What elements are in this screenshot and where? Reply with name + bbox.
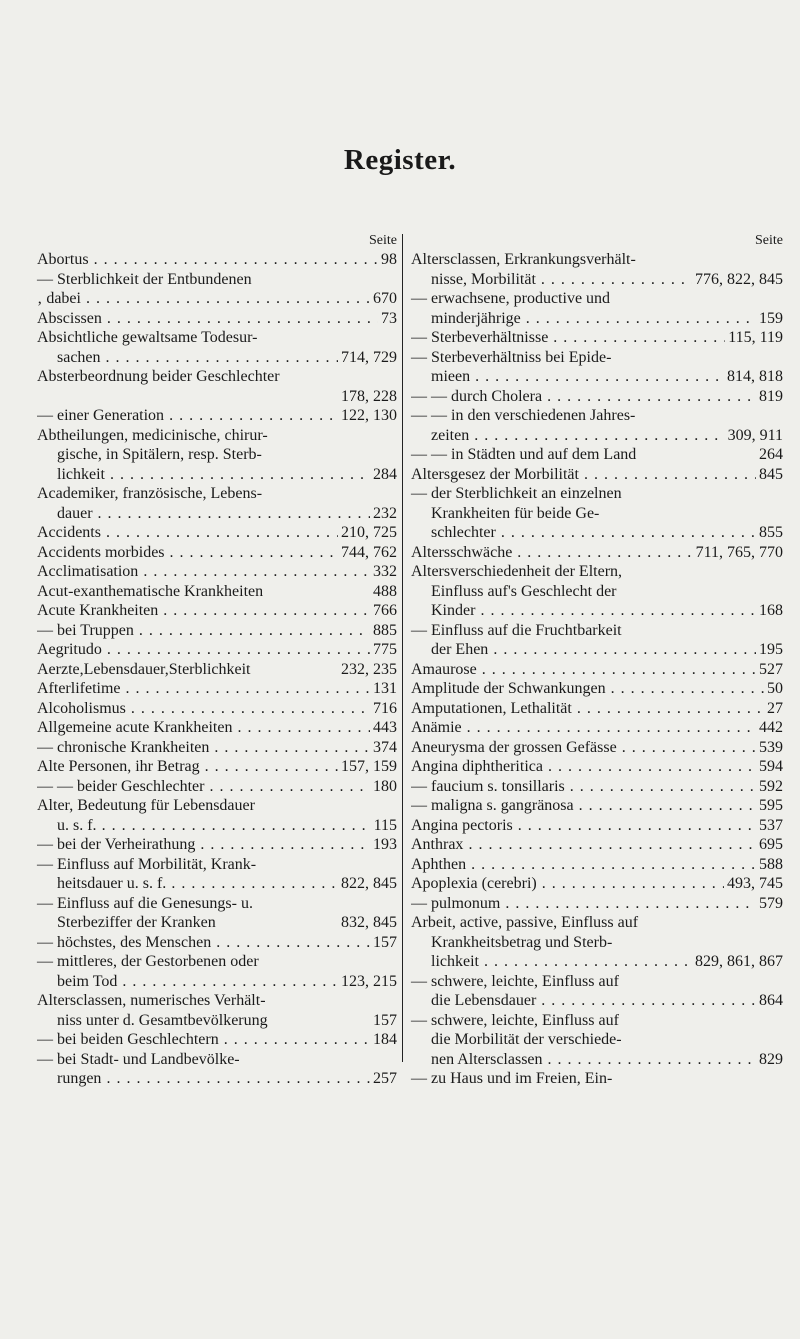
entry-term: — maligna s. gangränosa . . . — [411, 796, 756, 816]
entry-page-number: 493, 745 — [727, 875, 783, 892]
entry-term: die Morbilität der verschiede- — [431, 1031, 622, 1048]
entry-term: Amplitude der Schwankungen . . . — [411, 679, 764, 699]
index-entry — [37, 913, 397, 933]
index-entry — [37, 874, 397, 894]
index-entry — [37, 933, 397, 953]
entry-page-number: 588 — [759, 855, 783, 873]
entry-page-number: 309, 911 — [727, 426, 783, 444]
index-entry — [37, 660, 397, 680]
index-entry — [37, 582, 397, 602]
entry-page-number: 180 — [373, 777, 397, 795]
index-entry — [411, 777, 783, 797]
entry-page-number: 537 — [759, 816, 783, 834]
entry-term: Academiker, französische, Lebens- — [37, 485, 263, 502]
entry-page-number: 122, 130 — [341, 407, 397, 424]
index-entry — [37, 621, 397, 641]
entry-term: nen Altersclassen . . . — [431, 1050, 756, 1070]
entry-page-number: 98 — [381, 251, 397, 268]
entry-term: Arbeit, active, passive, Einfluss auf — [411, 914, 639, 931]
index-entry — [37, 718, 397, 738]
index-entry — [37, 367, 397, 387]
entry-page-number: 157 — [373, 933, 397, 951]
index-entry — [37, 679, 397, 699]
index-entry — [37, 270, 397, 290]
index-entry — [411, 484, 783, 504]
entry-term: Sterbeziffer der Kranken — [57, 914, 216, 931]
entry-list — [37, 250, 397, 1089]
index-entry — [411, 387, 783, 407]
index-entry — [37, 309, 397, 329]
entry-page-number: 579 — [759, 894, 783, 912]
index-entry — [37, 1050, 397, 1070]
entry-page-number: 115 — [373, 816, 397, 834]
entry-term: — — in den verschiedenen Jahres- — [411, 407, 636, 424]
index-entry — [37, 1069, 397, 1089]
entry-term: — zu Haus und im Freien, Ein- — [411, 1070, 613, 1087]
entry-term: — pulmonum . . . — [411, 894, 756, 914]
entry-term: — chronische Krankheiten . . . — [37, 738, 370, 758]
index-entry — [37, 816, 397, 836]
index-entry — [37, 523, 397, 543]
index-entry — [37, 991, 397, 1011]
entry-term: — schwere, leichte, Einfluss auf — [411, 972, 619, 990]
entry-term: zeiten . . . — [431, 426, 725, 446]
entry-term: minderjährige . . . — [431, 309, 756, 329]
entry-term: — einer Generation . . . — [37, 406, 338, 426]
entry-page-number: 716 — [373, 699, 397, 717]
entry-term: dauer . . . — [57, 504, 370, 524]
index-entry — [37, 835, 397, 855]
index-entry — [411, 991, 783, 1011]
entry-page-number: 210, 725 — [341, 524, 397, 541]
index-entry — [37, 562, 397, 582]
index-entry — [37, 445, 397, 465]
index-entry — [37, 504, 397, 524]
entry-term: — höchstes, des Menschen . . . — [37, 933, 370, 953]
index-entry — [411, 640, 783, 660]
entry-term: — faucium s. tonsillaris . . . — [411, 777, 756, 797]
entry-page-number: 814, 818 — [727, 368, 783, 385]
entry-term: nisse, Morbilität . . . — [431, 270, 692, 290]
entry-page-number: 73 — [381, 309, 397, 327]
entry-term: Amaurose . . . — [411, 660, 756, 680]
entry-term: Aegritudo . . . — [37, 640, 370, 660]
entry-term: Apoplexia (cerebri) . . . — [411, 874, 724, 894]
index-entry — [411, 757, 783, 777]
index-entry — [411, 523, 783, 543]
entry-term: niss unter d. Gesamtbevölkerung — [57, 1011, 268, 1029]
entry-page-number: 822, 845 — [341, 875, 397, 892]
entry-page-number: 832, 845 — [341, 914, 397, 931]
entry-term: Alter, Bedeutung für Lebensdauer — [37, 797, 255, 814]
entry-page-number: 184 — [373, 1031, 397, 1048]
index-entry — [411, 874, 783, 894]
entry-page-number: 232, 235 — [341, 660, 397, 678]
entry-term: ‚ dabei . . . — [37, 289, 370, 309]
entry-page-number: 178, 228 — [341, 387, 397, 405]
entry-term: Anthrax . . . — [411, 835, 756, 855]
entry-page-number: 123, 215 — [341, 972, 397, 990]
index-entry — [411, 1069, 783, 1089]
index-entry — [411, 933, 783, 953]
entry-page-number: 374 — [373, 738, 397, 756]
entry-page-number: 819 — [759, 387, 783, 405]
index-entry — [37, 952, 397, 972]
entry-term: Afterlifetime . . . — [37, 679, 370, 699]
entry-page-number: 157, 159 — [341, 758, 397, 775]
page-title: Register. — [343, 144, 457, 176]
entry-page-number: 595 — [759, 797, 783, 814]
entry-term: — Einfluss auf die Fruchtbarkeit — [411, 621, 622, 639]
entry-term: Angina pectoris . . . — [411, 816, 756, 836]
entry-term: — — in Städten und auf dem Land — [411, 446, 637, 463]
index-entry — [411, 465, 783, 485]
entry-term: Absichtliche gewaltsame Todesur- — [37, 329, 258, 346]
entry-term: Krankheiten für beide Ge- — [431, 504, 600, 522]
entry-term: — Einfluss auf Morbilität, Krank- — [37, 855, 257, 873]
page-header-label: Seite — [755, 233, 783, 248]
entry-page-number: 488 — [373, 582, 397, 600]
entry-term: — erwachsene, productive und — [411, 290, 611, 307]
entry-term: Acute Krankheiten . . . — [37, 601, 370, 621]
entry-page-number: 766 — [373, 602, 397, 619]
entry-term: Allgemeine acute Krankheiten . . . — [37, 718, 370, 738]
entry-term: — Einfluss auf die Genesungs- u. — [37, 894, 253, 912]
entry-page-number: 232 — [373, 504, 397, 522]
index-entry — [411, 543, 783, 563]
index-entry — [37, 348, 397, 368]
index-entry — [411, 504, 783, 524]
entry-page-number: 594 — [759, 758, 783, 775]
page-header-label: Seite — [369, 233, 397, 248]
entry-page-number: 115, 119 — [728, 329, 783, 346]
entry-term: mieen . . . — [431, 367, 724, 387]
index-entry — [411, 328, 783, 348]
index-entry — [411, 1011, 783, 1031]
index-entry — [37, 328, 397, 348]
entry-page-number: 131 — [373, 680, 397, 697]
index-entry — [37, 289, 397, 309]
entry-term: Alte Personen, ihr Betrag . . . — [37, 757, 338, 777]
entry-page-number: 695 — [759, 836, 783, 853]
entry-page-number: 744, 762 — [341, 543, 397, 561]
index-entry — [411, 855, 783, 875]
index-entry — [411, 718, 783, 738]
index-entry — [411, 796, 783, 816]
index-entry — [37, 640, 397, 660]
index-entry — [37, 484, 397, 504]
entry-term: Acclimatisation . . . — [37, 562, 370, 582]
index-entry — [37, 699, 397, 719]
index-entry — [411, 270, 783, 290]
index-entry — [37, 738, 397, 758]
entry-page-number: 592 — [759, 777, 783, 795]
entry-term: — Sterbeverhältnisse . . . — [411, 328, 725, 348]
entry-term: Altersgesez der Morbilität . . . — [411, 465, 756, 485]
entry-page-number: 264 — [759, 446, 783, 463]
entry-term: Accidents . . . — [37, 523, 338, 543]
entry-term: sachen . . . — [57, 348, 338, 368]
index-entry — [37, 387, 397, 407]
column-divider — [402, 234, 403, 1062]
entry-term: — bei der Verheirathung . . . — [37, 835, 370, 855]
index-entry — [411, 601, 783, 621]
index-entry — [37, 543, 397, 563]
index-entry — [37, 855, 397, 875]
index-entry — [411, 426, 783, 446]
entry-term: Aphthen . . . — [411, 855, 756, 875]
entry-term: Aneurysma der grossen Gefässe . . . — [411, 738, 756, 758]
entry-term: Acut-exanthematische Krankheiten — [37, 582, 264, 600]
entry-term: — bei beiden Geschlechtern . . . — [37, 1030, 370, 1050]
entry-term: u. s. f. . . . — [57, 816, 371, 836]
index-entry — [37, 796, 397, 816]
entry-term: Angina diphtheritica . . . — [411, 757, 756, 777]
entry-list — [411, 250, 783, 1089]
index-entry — [411, 348, 783, 368]
index-entry — [411, 660, 783, 680]
index-entry — [411, 972, 783, 992]
index-entry — [411, 679, 783, 699]
index-entry — [411, 835, 783, 855]
entry-term: rungen . . . — [57, 1069, 370, 1089]
index-column-right — [411, 234, 783, 1089]
entry-page-number: 714, 729 — [341, 348, 397, 366]
entry-page-number: 284 — [373, 465, 397, 483]
entry-page-number: 776, 822, 845 — [695, 270, 783, 288]
index-entry — [411, 309, 783, 329]
entry-page-number: 27 — [767, 699, 783, 717]
entry-term: — — beider Geschlechter . . . — [37, 777, 370, 797]
entry-page-number: 332 — [373, 563, 397, 580]
entry-page-number: 443 — [373, 719, 397, 736]
index-entry — [411, 1030, 783, 1050]
entry-page-number: 864 — [759, 992, 783, 1009]
index-entry — [411, 738, 783, 758]
entry-page-number: 168 — [759, 602, 783, 619]
index-entry — [411, 289, 783, 309]
entry-page-number: 885 — [373, 621, 397, 639]
index-entry — [37, 894, 397, 914]
entry-page-number: 193 — [373, 836, 397, 853]
entry-term: Abortus . . . — [37, 250, 378, 270]
entry-term: Abscissen . . . — [37, 309, 378, 329]
entry-term: gische, in Spitälern, resp. Sterb- — [57, 446, 262, 463]
entry-term: — der Sterblichkeit an einzelnen — [411, 485, 622, 502]
entry-term: Kinder . . . — [431, 601, 756, 621]
entry-term: Altersclassen, numerisches Verhält- — [37, 992, 266, 1009]
entry-term: — — durch Cholera . . . — [411, 387, 756, 407]
entry-term: Krankheitsbetrag und Sterb- — [431, 933, 613, 951]
index-entry — [411, 445, 783, 465]
entry-term: Anämie . . . — [411, 718, 756, 738]
entry-term: der Ehen . . . — [431, 640, 756, 660]
entry-page-number: 195 — [759, 641, 783, 658]
index-entry — [37, 972, 397, 992]
entry-term: Altersverschiedenheit der Eltern, — [411, 563, 623, 580]
entry-page-number: 775 — [373, 641, 397, 658]
entry-term: — Sterblichkeit der Entbundenen — [37, 270, 252, 288]
index-entry — [411, 562, 783, 582]
entry-term: die Lebensdauer . . . — [431, 991, 756, 1011]
entry-term: Aerzte,Lebensdauer,Sterblichkeit — [37, 660, 251, 678]
entry-term: Abtheilungen, medicinische, chirur- — [37, 426, 268, 444]
entry-term: schlechter . . . — [431, 523, 756, 543]
entry-term: Altersclassen, Erkrankungsverhält- — [411, 251, 636, 268]
entry-term: Amputationen, Lethalität . . . — [411, 699, 764, 719]
index-entry — [37, 757, 397, 777]
entry-page-number: 442 — [759, 719, 783, 736]
entry-term: Alcoholismus . . . — [37, 699, 370, 719]
index-entry — [411, 406, 783, 426]
index-entry — [411, 894, 783, 914]
index-column-left — [37, 234, 397, 1089]
entry-term: — bei Stadt- und Landbevölke- — [37, 1050, 240, 1068]
index-entry — [37, 1030, 397, 1050]
entry-page-number: 157 — [373, 1011, 397, 1029]
index-entry — [37, 250, 397, 270]
entry-term: — mittleres, der Gestorbenen oder — [37, 953, 259, 970]
entry-page-number: 159 — [759, 309, 783, 327]
index-entry — [37, 406, 397, 426]
entry-page-number: 829, 861, 867 — [695, 953, 783, 970]
entry-page-number: 855 — [759, 524, 783, 541]
entry-page-number: 539 — [759, 738, 783, 756]
index-entry — [37, 777, 397, 797]
entry-page-number: 711, 765, 770 — [695, 543, 783, 561]
entry-term: — schwere, leichte, Einfluss auf — [411, 1011, 619, 1029]
entry-term: Absterbeordnung beider Geschlechter — [37, 368, 280, 385]
entry-page-number: 50 — [767, 680, 783, 697]
entry-page-number: 829 — [759, 1050, 783, 1068]
index-entry — [411, 1050, 783, 1070]
index-entry — [37, 1011, 397, 1031]
entry-term: Altersschwäche . . . — [411, 543, 693, 563]
index-entry — [411, 816, 783, 836]
index-entry — [411, 367, 783, 387]
index-entry — [411, 913, 783, 933]
entry-term: lichkeit . . . — [57, 465, 370, 485]
index-entry — [411, 621, 783, 641]
entry-term: — bei Truppen . . . — [37, 621, 370, 641]
entry-term: lichkeit . . . — [431, 952, 692, 972]
index-entry — [37, 426, 397, 446]
entry-term: Einfluss auf's Geschlecht der — [431, 582, 617, 600]
entry-term: — Sterbeverhältniss bei Epide- — [411, 348, 612, 366]
index-entry — [37, 465, 397, 485]
entry-term: heitsdauer u. s. f. . . . — [57, 874, 338, 894]
index-entry — [37, 601, 397, 621]
entry-page-number: 845 — [759, 465, 783, 483]
entry-term: Accidents morbides . . . — [37, 543, 338, 563]
index-entry — [411, 952, 783, 972]
entry-term: beim Tod . . . — [57, 972, 338, 992]
entry-page-number: 527 — [759, 660, 783, 678]
entry-page-number: 257 — [373, 1070, 397, 1087]
index-entry — [411, 250, 783, 270]
entry-page-number: 670 — [373, 290, 397, 307]
index-entry — [411, 699, 783, 719]
index-entry — [411, 582, 783, 602]
